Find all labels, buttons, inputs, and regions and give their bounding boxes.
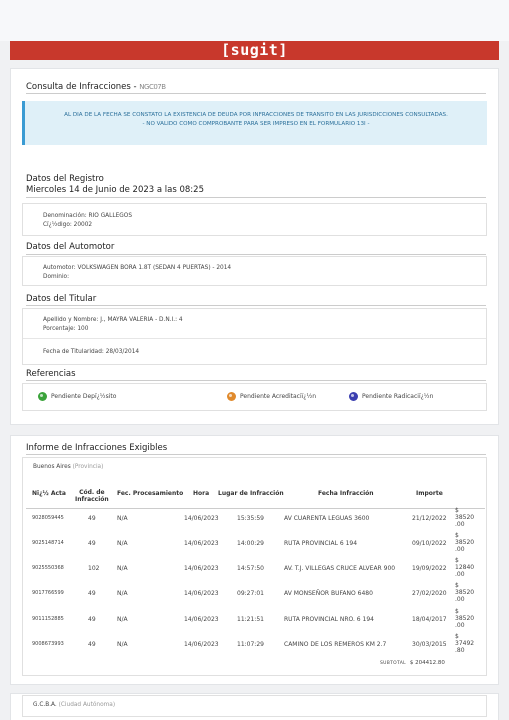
cell-fecha-inf: 19/09/2022: [412, 565, 447, 572]
cell-importe: $ 38520 .00: [455, 507, 475, 529]
consulta-title: Consulta de Infracciones - NGC07B: [26, 82, 166, 92]
titular-title: Datos del Titular: [26, 294, 97, 304]
cell-hora: 09:27:01: [237, 590, 264, 597]
legend-pendiente-deposito: Pendiente Depï¿½sito: [38, 392, 116, 401]
titular-porcentaje: Porcentaje: 100: [43, 326, 89, 332]
cell-hora: 11:07:29: [237, 641, 264, 648]
gcba-label: G.C.B.A. (Ciudad Autónoma): [33, 702, 116, 708]
cell-fecha1: 14/06/2023: [184, 616, 219, 623]
cell-codigo: 49: [88, 590, 96, 597]
cell-fecha-inf: 21/12/2022: [412, 515, 447, 522]
consulta-divider: [26, 93, 486, 94]
cell-codigo: 49: [88, 616, 96, 623]
cell-codigo: 49: [88, 641, 96, 648]
green-dot-icon: [38, 392, 47, 401]
cell-lugar: AV CUARENTA LEGUAS 3600: [284, 515, 370, 522]
cell-lugar: AV MONSEÑOR BUFANO 6480: [284, 590, 373, 597]
titular-inner-divider: [23, 338, 486, 339]
denominacion: Denominación: RIO GALLEGOS: [43, 213, 133, 219]
alert-line-2: - NO VALIDO COMO COMPROBANTE PARA SER IMPRESO EN EL FORMULARIO 13I -: [142, 121, 370, 127]
automotor-title: Datos del Automotor: [26, 242, 115, 252]
titular-fecha: Fecha de Titularidad: 28/03/2014: [43, 349, 140, 355]
cell-fecha1: 14/06/2023: [184, 515, 219, 522]
cell-hora: 14:00:29: [237, 540, 264, 547]
cell-hora: 11:21:51: [237, 616, 264, 623]
gcba-section-header: [22, 695, 487, 717]
referencias-title: Referencias: [26, 369, 76, 379]
cell-fecha1: 14/06/2023: [184, 641, 219, 648]
table-header-divider: [26, 508, 485, 509]
cell-lugar: CAMINO DE LOS REMEROS KM 2.7: [284, 641, 387, 648]
subtotal: SUBTOTAL $ 204412.80: [380, 660, 445, 666]
buenos-aires-section-header: [22, 457, 487, 479]
cell-fec-proc: N/A: [117, 641, 128, 648]
cell-fecha1: 14/06/2023: [184, 540, 219, 547]
cell-acta: 9025550368: [32, 565, 64, 571]
cell-importe: $ 38520 .00: [455, 608, 475, 630]
cell-fecha-inf: 09/10/2022: [412, 540, 447, 547]
cell-hora: 15:35:59: [237, 515, 264, 522]
cell-fec-proc: N/A: [117, 540, 128, 547]
cell-acta: 9025148714: [32, 540, 64, 546]
registro-heading: [26, 174, 204, 196]
cell-lugar: RUTA PROVINCIAL 6 194: [284, 540, 358, 547]
cell-importe: $ 37492 .80: [455, 633, 475, 655]
referencias-divider: [26, 380, 486, 381]
cell-fec-proc: N/A: [117, 590, 128, 597]
buenos-aires-label: Buenos Aires (Provincia): [33, 464, 104, 470]
th-lugar: Lugar de Infracción: [218, 490, 284, 497]
cell-importe: $ 12840 .00: [455, 557, 475, 579]
cell-fec-proc: N/A: [117, 565, 128, 572]
debt-alert: [22, 101, 487, 145]
subtotal-value: $ 204412.80: [409, 660, 445, 666]
th-acta: Nï¿½ Acta: [32, 490, 66, 497]
cell-acta: 9011152885: [32, 616, 64, 622]
th-fec-procesamiento: Fec. Procesamiento: [117, 490, 184, 497]
cell-importe: $ 38520 .00: [455, 582, 475, 604]
cell-codigo: 49: [88, 540, 96, 547]
alert-line-1: AL DIA DE LA FECHA SE CONSTATO LA EXISTENCIA DE DEUDA POR INFRACCIONES DE TRANSITO EN LAS JURISDICCIONES CONSULTADAS.: [64, 112, 448, 118]
sugit-logo: [sugit]: [10, 41, 499, 60]
th-codigo: Cód. de Infracción: [75, 489, 109, 503]
automotor-model: Automotor: VOLKSWAGEN BORA 1.8T (SEDAN 4 PUERTAS) - 2014: [43, 265, 232, 271]
th-importe: Importe: [416, 490, 443, 497]
cell-codigo: 102: [88, 565, 100, 572]
cell-lugar: AV. T.J. VILLEGAS CRUCE ALVEAR 900: [284, 565, 396, 572]
cell-fec-proc: N/A: [117, 616, 128, 623]
cell-codigo: 49: [88, 515, 96, 522]
top-band: [0, 0, 509, 41]
automotor-box: [22, 256, 487, 286]
informe-divider: [26, 454, 486, 455]
th-hora: Hora: [193, 490, 210, 497]
registro-date: Miercoles 14 de Junio de 2023 a las 08:25: [26, 185, 204, 195]
codigo: Cï¿½digo: 20002: [43, 222, 93, 228]
cell-fecha1: 14/06/2023: [184, 565, 219, 572]
cell-hora: 14:57:50: [237, 565, 264, 572]
titular-box: [22, 308, 487, 365]
registro-divider: [26, 197, 486, 198]
titular-divider: [26, 305, 486, 306]
cell-acta: 9017766599: [32, 590, 64, 596]
cell-fec-proc: N/A: [117, 515, 128, 522]
registro-title: Datos del Registro: [26, 174, 104, 184]
plate-redacted: NGC07B: [139, 83, 166, 91]
registro-box: [22, 203, 487, 236]
informe-title: Informe de Infracciones Exigibles: [26, 443, 168, 453]
titular-nombre: Apellido y Nombre: J., MAYRA VALERIA - D.N.I.: 4: [43, 317, 183, 323]
dominio: Dominio:: [43, 274, 70, 280]
th-fecha-infraccion: Fecha Infracción: [318, 490, 374, 497]
cell-lugar: RUTA PROVINCIAL NRO. 6 194: [284, 616, 374, 623]
legend-pendiente-radicacion: Pendiente Radicaciï¿½n: [349, 392, 433, 401]
cell-acta: 9028059445: [32, 515, 64, 521]
legend-pendiente-acreditacion: Pendiente Acreditaciï¿½n: [227, 392, 316, 401]
cell-fecha-inf: 18/04/2017: [412, 616, 447, 623]
cell-acta: 9008673993: [32, 641, 64, 647]
blue-dot-icon: [349, 392, 358, 401]
orange-dot-icon: [227, 392, 236, 401]
cell-importe: $ 38520 .00: [455, 532, 475, 554]
cell-fecha-inf: 27/02/2020: [412, 590, 447, 597]
cell-fecha1: 14/06/2023: [184, 590, 219, 597]
cell-fecha-inf: 30/03/2015: [412, 641, 447, 648]
automotor-divider: [26, 254, 486, 255]
